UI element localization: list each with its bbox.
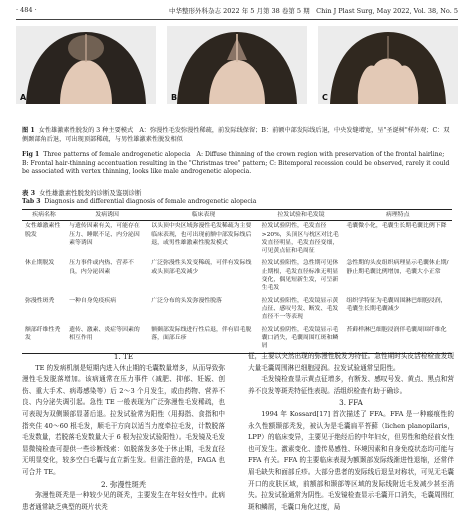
table-cell: 苔藓样淋巴细胞浸润伴毛囊周围纤维化 <box>343 325 452 354</box>
table-cell: 毛囊微小化，毛囊生长期毛囊比例下降 <box>346 223 447 230</box>
journal-citation: 中华整形外科杂志 2022 年 5 月第 38 卷第 5 期 Chin J Plast Surg, May 2022, Vol. 38, No. 5 <box>169 7 458 15</box>
table-row <box>22 296 452 325</box>
figure-panel-b <box>167 26 307 104</box>
table-cell: 休止期脱发 <box>25 260 55 267</box>
section-heading: 1. TE <box>113 352 134 361</box>
body-paragraph: TE 的发病机制是短期内进入休止期的毛囊数量增多，从而导致弥漫性毛发脱落增加。该病通常在压力事件（减肥、抑郁、妊娠、创伤、重大手术、病毒感染等）后 2～3 个月发生，或由药物、营养不良、内分泌失调引起。急性 TE 一般表现为广泛弥漫性毛发稀疏，也可表现为双侧颞部显著后退。拉发试验常为阳性（用拇指、食指和中指夹住 40～60 根毛发，顺毛干方向以适当力度牵拉毛发，计数脱落毛发数量，若脱落毛发数量大于 6 根为拉发试验阳性）。毛发镜及毛发显微镜检查可提供一些诊断线索：如脱落发多处于休止期，毛发直径无明显变化，较多空白毛囊与直立新生发。但需注意的是，FAGA 也可合并 TE。 <box>22 363 225 476</box>
table-cell: 额颞部发际线进行性后退，伴有眉毛脱落，面部丘疹 <box>148 325 258 354</box>
header-rule <box>16 19 458 20</box>
table-cell: 拉发试验阳性，毛发镜显示黄点征、感叹号发、断发、毛发直径不一等表现 <box>261 297 339 321</box>
table-cell: 急性期的头皮组织病理显示毛囊休止期/静止期毛囊比例增加，毛囊大小正常 <box>346 260 449 275</box>
table-cell: 与遗传因素有关，可能存在压力、睡眠不足、内分泌因素等诱因 <box>69 223 140 246</box>
figure-panel-a <box>16 26 156 104</box>
table-row <box>22 325 452 354</box>
table-cell: 弥漫性斑秃 <box>25 297 55 304</box>
body-paragraph: 征，主要以突然出现的弥漫性脱发为特征。急性期时头皮活检检查发现大量毛囊周围淋巴细胞浸润。拉发试验通常呈阳性。 <box>248 352 454 372</box>
table-cell: 广泛弥漫性头发变稀疏，可伴有发际线或头顶部毛发减少 <box>151 260 252 275</box>
panel-label-b: B <box>171 93 178 102</box>
figure-1-photos <box>16 26 458 104</box>
table-row <box>22 258 452 295</box>
scalp-photo-christmas-tree <box>167 26 307 104</box>
panel-label-c: C <box>322 93 328 102</box>
col-disease: 疾病名称 <box>22 210 66 221</box>
table-cell: 压力事件或内热、营养不良，内分泌因素 <box>69 260 134 275</box>
body-column-right <box>248 351 454 513</box>
scalp-photo-diffuse-thinning <box>16 26 156 104</box>
panel-label-a: A <box>20 93 27 102</box>
figure-caption-en: Fig 1 Three patterns of female androgenetic alopecia A: Diffuse thinning of the crown region with preservation of the frontal hairline; B: Frontal hair-thinning accentuation resulting in the "Christmas tree" pattern; C: Bitemporal recession could be observed, rarely it could be associated with vertex thinning, looks like male androgenetic alopecia. <box>22 151 450 176</box>
body-paragraph: 1994 年 Kossard[17] 首次描述了 FFA。FFA 是一种瘢痕性的永久性额颞部秃发，被认为是毛囊扁平苔藓（lichen planopilaris，LPP）的临床变异，主要见于绝经后的中年妇女，但男性和绝经前女性也可发生。激素变化、遗传易感性、环境因素和自身免疫状态均可能与 FFA 有关。FFA 的主要临床表现为额颞部发际线渐进性退缩，还常伴眉毛缺失和面部丘疹。大部分患者的发际线后退呈对称状，可见无毛囊开口的皮肤区域，前额部和颞部等区域的发际线附近毛发减少甚至消失。拉发试验通常为阴性。毛发镜检查显示毛囊开口消失，毛囊周围红斑和鳞屑，毛囊口角化过度，局 <box>248 409 454 511</box>
body-column-left <box>22 351 225 513</box>
col-clinical: 临床表现 <box>148 210 258 221</box>
table-cell: 拉发试验阴性，毛发直径>20%，头顶区与枕区对比毛发直径明显，毛发直径变细，可见黄点征和毛周征 <box>261 223 339 255</box>
col-tests: 拉发试验和毛发镜 <box>259 210 344 221</box>
col-cause: 发病诱因 <box>66 210 148 221</box>
table-cell: 广泛分布的头发弥漫性脱落 <box>151 297 222 304</box>
table-cell: 组织学特征为毛囊周围淋巴细胞浸润，毛囊生长期毛囊减少 <box>346 297 447 312</box>
scalp-photo-bitemporal-recession <box>318 26 458 104</box>
section-heading: 3. FFA <box>339 398 363 408</box>
table-cell: 拉发试验阴性，毛发镜显示毛囊口消失，毛囊周围红斑和鳞屑 <box>259 325 344 354</box>
table-cell: 女性雄激素性脱发 <box>25 223 61 238</box>
figure-panel-c <box>318 26 458 104</box>
table-cell: 额部纤维性秃发 <box>22 325 66 354</box>
table-cell: 一种自身免疫疾病 <box>69 297 117 304</box>
table-cell: 遗传、激素、炎症等因素的相互作用 <box>66 325 148 354</box>
figure-caption-cn: 图 1 女性雄激素性脱发的 3 种主要模式 A：弥漫性毛发弥漫性稀疏，前发际线保留；B：前额中部发际线后退，中央发缝增宽，呈"圣诞树"样外观；C：双侧颞部角后退，可出现顶部稀疏，与男性雄激素性脱发相似 <box>22 127 450 143</box>
running-header <box>16 6 458 20</box>
table-cell: 以头顶中央区域弥漫性毛发稀疏为主要临床表现，也可出现前额中部发际线后退，或男性雄激素性脱发模式 <box>151 223 252 246</box>
table-title-en: Tab 3 Diagnosis and differential diagnosis of female androgenetic alopecia <box>22 198 257 205</box>
table-title-cn: 表 3 女性雄激素性脱发的诊断及鉴别诊断 <box>22 189 142 197</box>
body-paragraph: 弥漫性斑秃是一种较少见的斑秃，主要发生在年轻女性中。此病患者通常缺乏典型的斑片状秃 <box>22 491 225 511</box>
section-heading: 2. 弥漫性斑秃 <box>100 479 147 489</box>
col-pathology: 病理特点 <box>343 210 452 221</box>
page-number: · 484 · <box>16 6 37 14</box>
diagnosis-table <box>22 209 452 354</box>
body-paragraph: 毛发镜检查显示黄点征增多，有断发、感叹号发、黄点、黑点和营养不良发等斑秃特征性表现。活组织检查有助于确诊。 <box>248 375 454 395</box>
table-row <box>22 221 452 259</box>
table-header-row <box>22 210 452 221</box>
table-cell: 拉发试验阳性，急性期可见休止期根，毛发直径标准无明显变化，偶见短新生发，可呈新生毛发 <box>261 260 339 292</box>
